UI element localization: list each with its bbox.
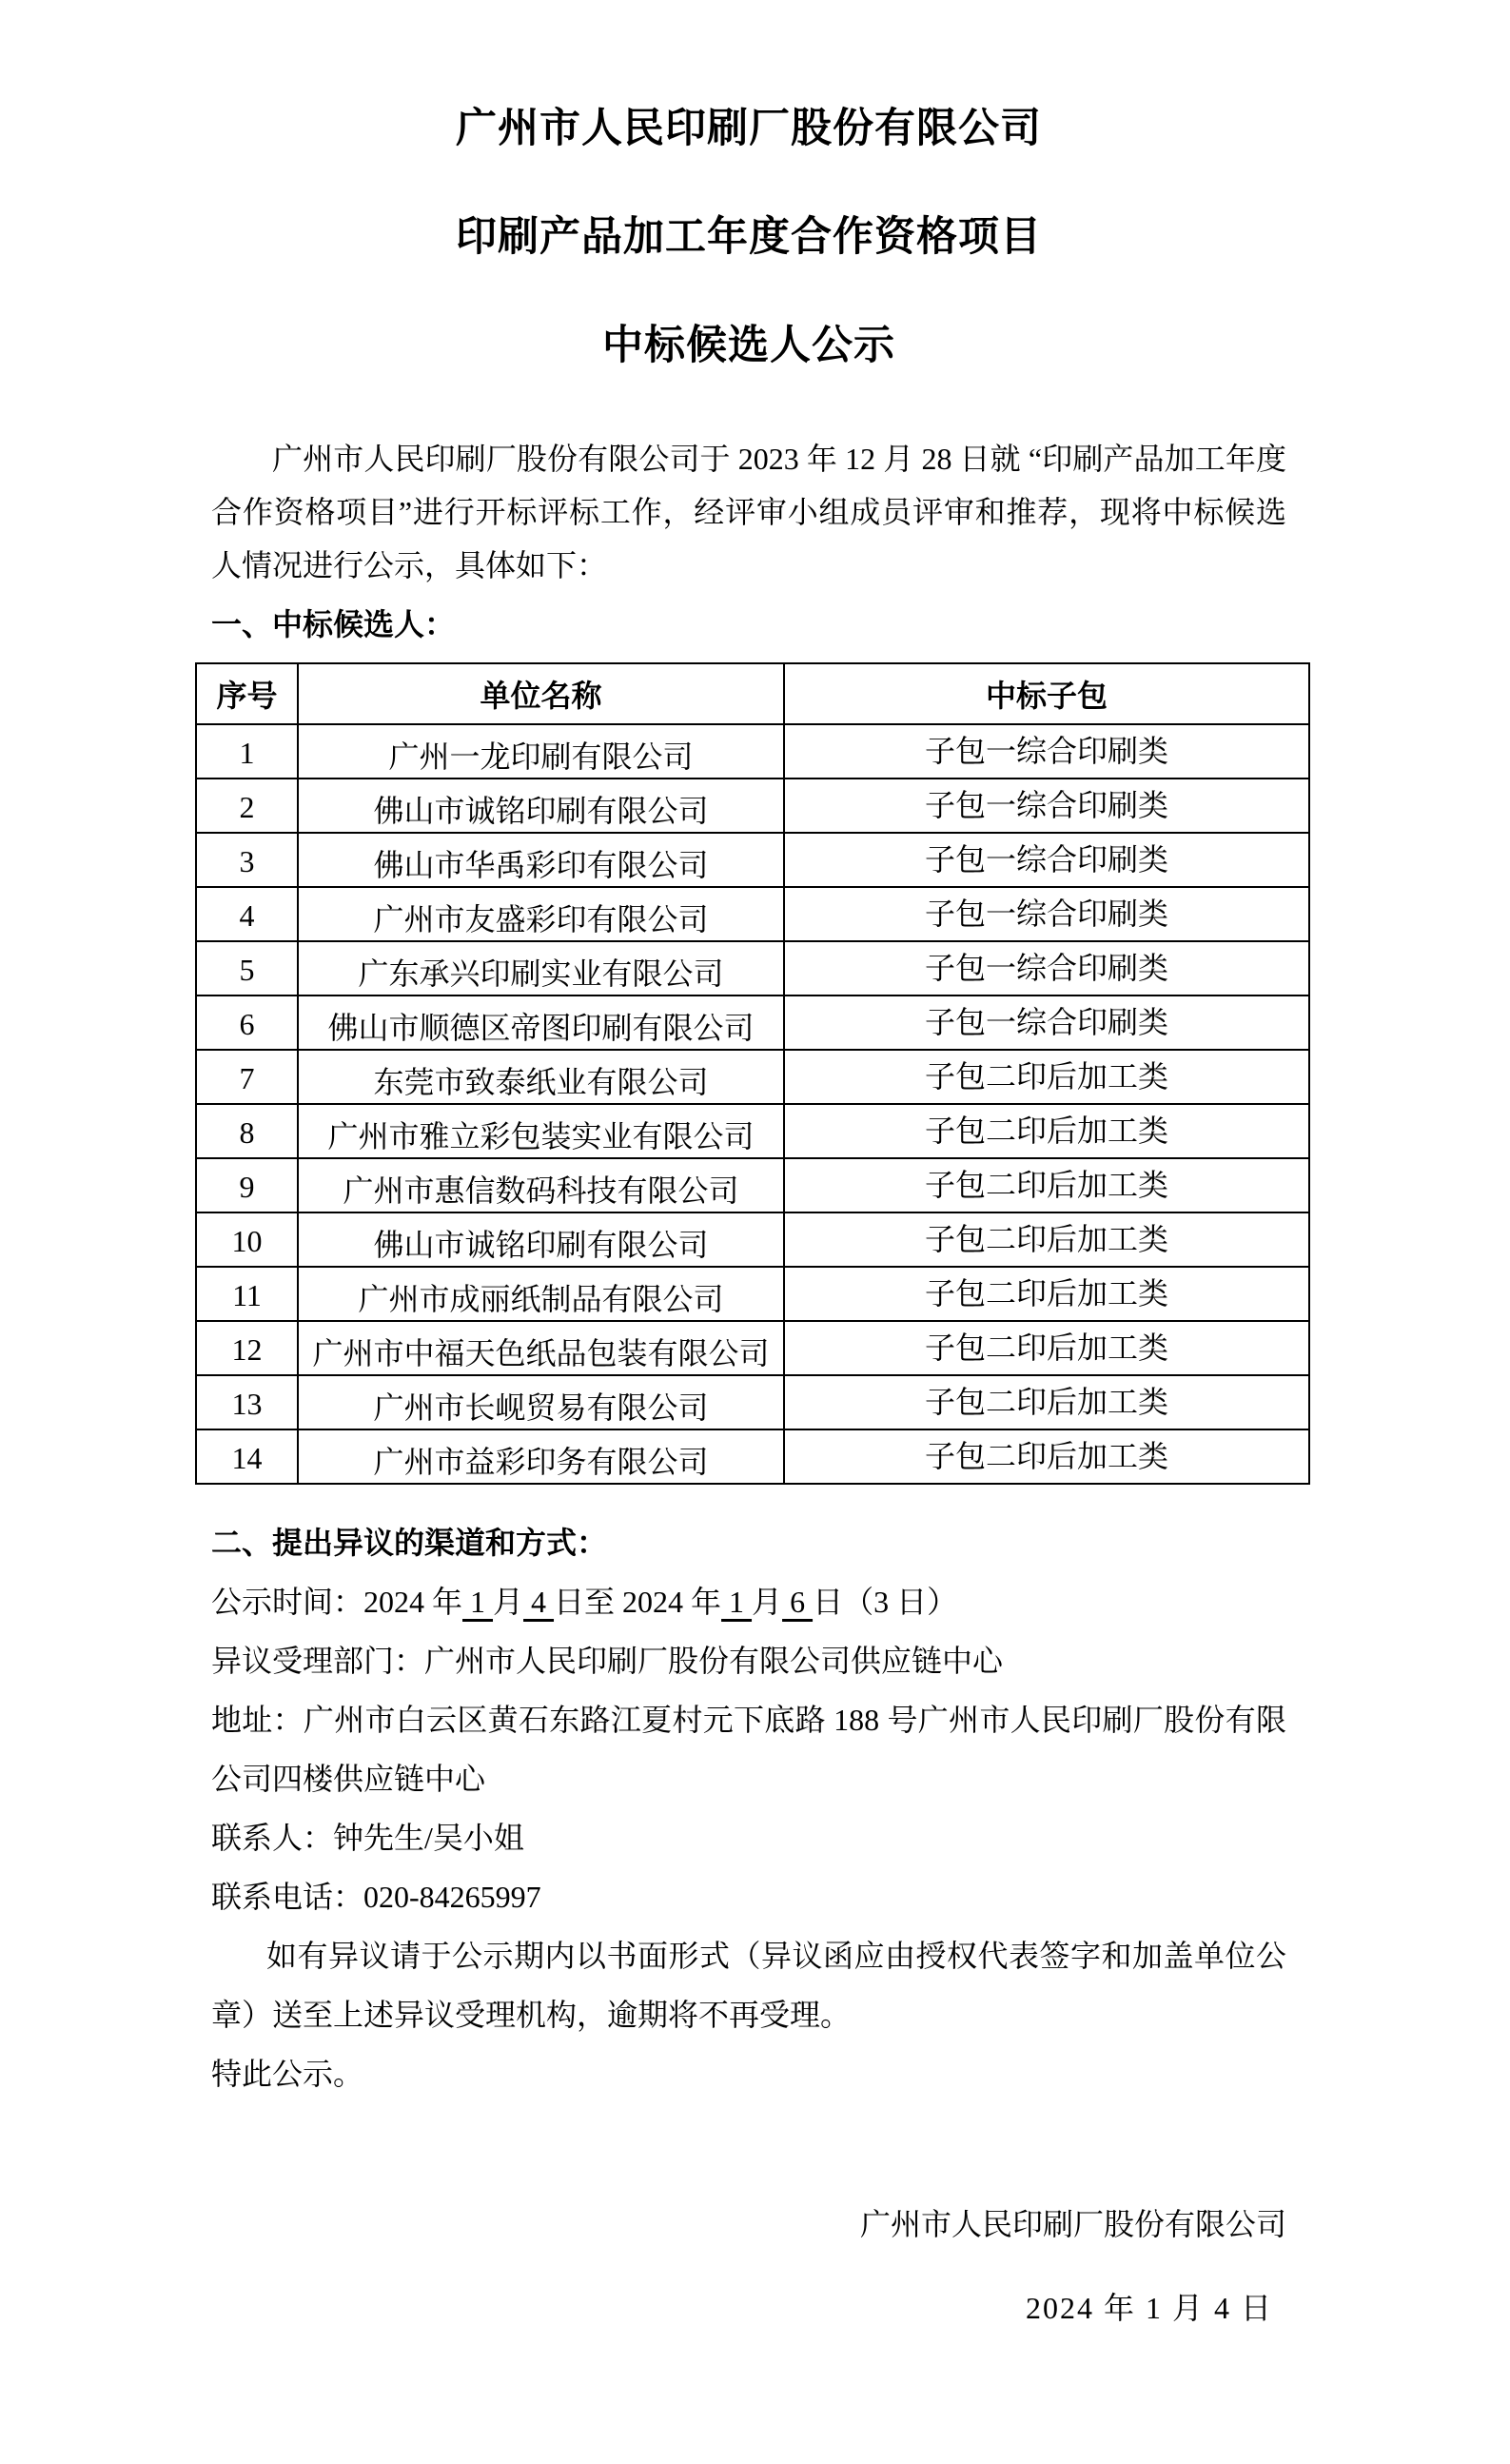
cell-seq-no: 8 bbox=[196, 1104, 298, 1158]
cell-bid-package: 子包一综合印刷类 bbox=[784, 833, 1309, 887]
publicity-time-line bbox=[211, 1572, 1286, 1631]
cell-company-name: 广州市长岘贸易有限公司 bbox=[298, 1375, 784, 1429]
cell-company-name: 佛山市华禹彩印有限公司 bbox=[298, 833, 784, 887]
cell-bid-package: 子包一综合印刷类 bbox=[784, 779, 1309, 833]
cell-company-name: 佛山市诚铭印刷有限公司 bbox=[298, 1212, 784, 1267]
contact-phone-line: 联系电话：020-84265997 bbox=[211, 1880, 541, 1914]
cell-seq-no: 5 bbox=[196, 941, 298, 995]
cell-bid-package: 子包二印后加工类 bbox=[784, 1375, 1309, 1429]
cell-bid-package: 子包二印后加工类 bbox=[784, 1321, 1309, 1375]
address-line: 地址：广州市白云区黄石东路江夏村元下底路 188 号广州市人民印刷厂股份有限公司四楼供应链中心 bbox=[211, 1703, 1286, 1796]
title-project: 印刷产品加工年度合作资格项目 bbox=[456, 215, 1042, 260]
document-page bbox=[211, 0, 1286, 2337]
cell-company-name: 广州市成丽纸制品有限公司 bbox=[298, 1267, 784, 1321]
cell-seq-no: 12 bbox=[196, 1321, 298, 1375]
underlined-month-start: 1 bbox=[462, 1585, 494, 1619]
cell-company-name: 广州市惠信数码科技有限公司 bbox=[298, 1158, 784, 1212]
header-bid-package: 中标子包 bbox=[784, 663, 1309, 724]
publicity-time-text: 月 bbox=[752, 1585, 783, 1619]
cell-bid-package: 子包二印后加工类 bbox=[784, 1212, 1309, 1267]
title-announcement: 中标候选人公示 bbox=[602, 324, 895, 368]
signature-block bbox=[211, 2195, 1286, 2337]
cell-seq-no: 1 bbox=[196, 724, 298, 779]
contact-person-line: 联系人：钟先生/吴小姐 bbox=[211, 1821, 524, 1855]
table-row bbox=[196, 1050, 1309, 1104]
underlined-month-end: 1 bbox=[721, 1585, 753, 1619]
objection-dept-line: 异议受理部门：广州市人民印刷厂股份有限公司供应链中心 bbox=[211, 1644, 1004, 1678]
cell-company-name: 广州市雅立彩包装实业有限公司 bbox=[298, 1104, 784, 1158]
header-company-name: 单位名称 bbox=[298, 663, 784, 724]
cell-seq-no: 10 bbox=[196, 1212, 298, 1267]
candidates-table bbox=[195, 662, 1310, 1485]
header-seq-no: 序号 bbox=[196, 663, 298, 724]
section1-heading: 一、中标候选人： bbox=[211, 607, 456, 641]
signature-date: 2024 年 1 月 4 日 bbox=[1025, 2291, 1273, 2325]
cell-seq-no: 11 bbox=[196, 1267, 298, 1321]
publicity-time-text: 公示时间：2024 年 bbox=[211, 1585, 463, 1619]
title-company: 广州市人民印刷厂股份有限公司 bbox=[456, 107, 1042, 151]
cell-seq-no: 3 bbox=[196, 833, 298, 887]
table-row bbox=[196, 1321, 1309, 1375]
section2 bbox=[211, 1513, 1286, 2103]
cell-seq-no: 9 bbox=[196, 1158, 298, 1212]
closing-line: 特此公示。 bbox=[211, 2057, 364, 2091]
cell-bid-package: 子包一综合印刷类 bbox=[784, 941, 1309, 995]
cell-seq-no: 13 bbox=[196, 1375, 298, 1429]
table-row bbox=[196, 1267, 1309, 1321]
section2-heading: 二、提出异议的渠道和方式： bbox=[211, 1526, 608, 1560]
table-row bbox=[196, 1375, 1309, 1429]
table-row bbox=[196, 1158, 1309, 1212]
cell-company-name: 广州市益彩印务有限公司 bbox=[298, 1429, 784, 1484]
cell-seq-no: 2 bbox=[196, 779, 298, 833]
table-row bbox=[196, 1104, 1309, 1158]
table-row bbox=[196, 833, 1309, 887]
cell-seq-no: 7 bbox=[196, 1050, 298, 1104]
cell-company-name: 广州市中福天色纸品包装有限公司 bbox=[298, 1321, 784, 1375]
cell-bid-package: 子包一综合印刷类 bbox=[784, 887, 1309, 941]
cell-company-name: 东莞市致泰纸业有限公司 bbox=[298, 1050, 784, 1104]
cell-bid-package: 子包二印后加工类 bbox=[784, 1050, 1309, 1104]
cell-seq-no: 6 bbox=[196, 995, 298, 1050]
cell-company-name: 佛山市诚铭印刷有限公司 bbox=[298, 779, 784, 833]
cell-company-name: 广州一龙印刷有限公司 bbox=[298, 724, 784, 779]
underlined-day-end: 6 bbox=[782, 1585, 814, 1619]
underlined-day-start: 4 bbox=[523, 1585, 555, 1619]
cell-company-name: 广州市友盛彩印有限公司 bbox=[298, 887, 784, 941]
cell-company-name: 广东承兴印刷实业有限公司 bbox=[298, 941, 784, 995]
cell-company-name: 佛山市顺德区帝图印刷有限公司 bbox=[298, 995, 784, 1050]
table-row bbox=[196, 887, 1309, 941]
table-row bbox=[196, 941, 1309, 995]
cell-bid-package: 子包二印后加工类 bbox=[784, 1158, 1309, 1212]
cell-bid-package: 子包一综合印刷类 bbox=[784, 995, 1309, 1050]
cell-bid-package: 子包二印后加工类 bbox=[784, 1429, 1309, 1484]
table-row bbox=[196, 1429, 1309, 1484]
objection-note: 如有异议请于公示期内以书面形式（异议函应由授权代表签字和加盖单位公章）送至上述异议受理机构，逾期将不再受理。 bbox=[211, 1939, 1286, 2032]
table-header-row bbox=[196, 663, 1309, 724]
table-row bbox=[196, 779, 1309, 833]
publicity-time-text: 月 bbox=[493, 1585, 524, 1619]
table-row bbox=[196, 1212, 1309, 1267]
table-body bbox=[196, 724, 1309, 1484]
cell-bid-package: 子包二印后加工类 bbox=[784, 1104, 1309, 1158]
table-row bbox=[196, 724, 1309, 779]
publicity-time-text: 日（3 日） bbox=[813, 1585, 958, 1619]
cell-bid-package: 子包二印后加工类 bbox=[784, 1267, 1309, 1321]
table-row bbox=[196, 995, 1309, 1050]
signature-company: 广州市人民印刷厂股份有限公司 bbox=[859, 2207, 1286, 2241]
publicity-time-text: 日至 2024 年 bbox=[554, 1585, 722, 1619]
intro-paragraph: 广州市人民印刷厂股份有限公司于 2023 年 12 月 28 日就 “印刷产品加工年度合作资格项目”进行开标评标工作，经评审小组成员评审和推荐，现将中标候选人情况进行公示，具体如下： bbox=[211, 442, 1286, 582]
cell-seq-no: 14 bbox=[196, 1429, 298, 1484]
cell-bid-package: 子包一综合印刷类 bbox=[784, 724, 1309, 779]
cell-seq-no: 4 bbox=[196, 887, 298, 941]
